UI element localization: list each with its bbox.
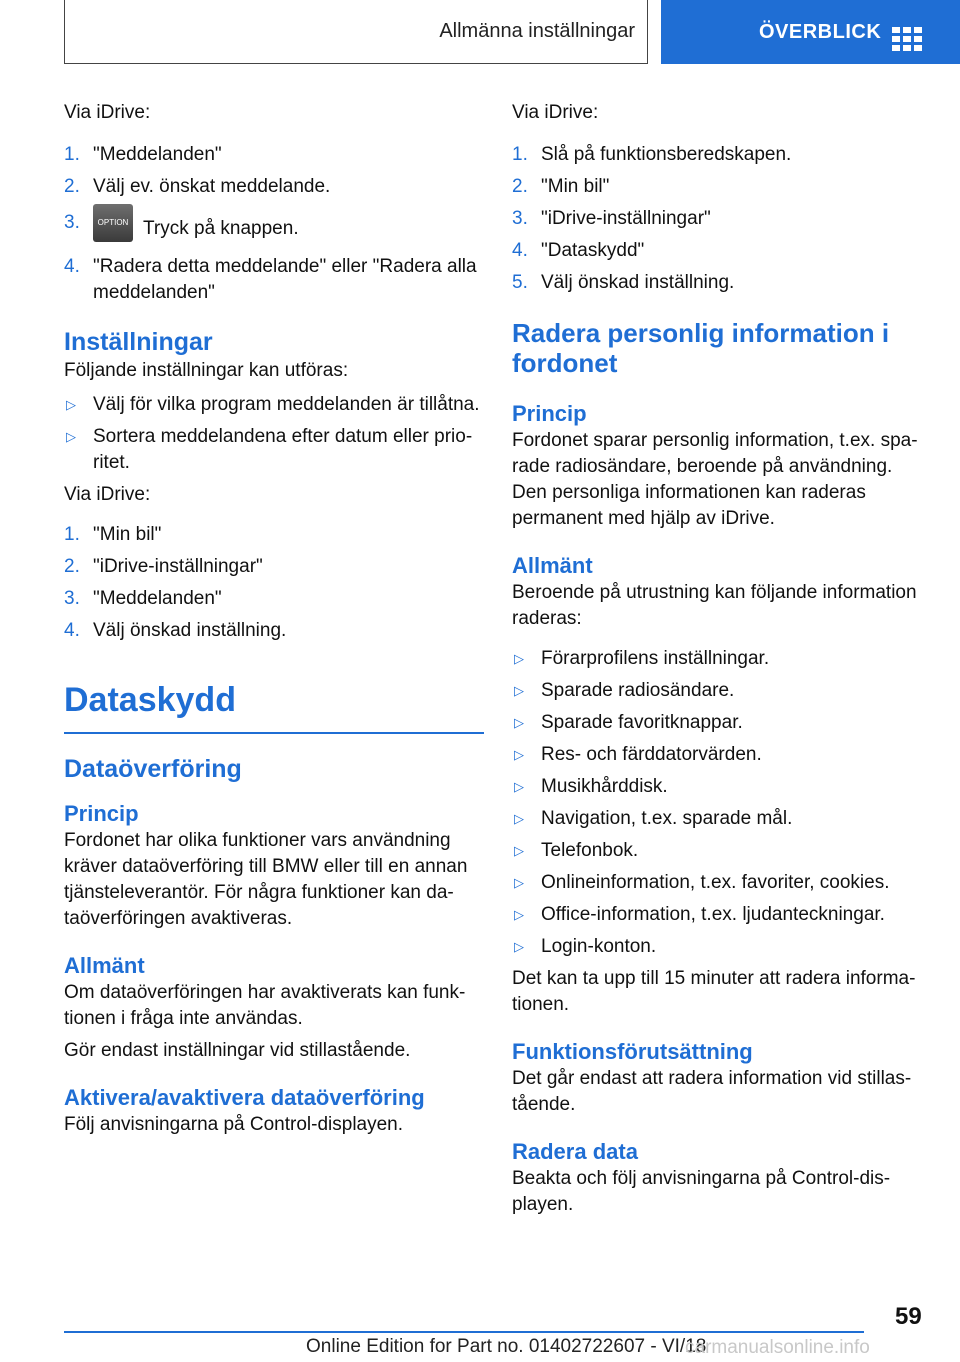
list-item: ▷ Välj för vilka program meddelanden är tillåtna. (66, 394, 480, 415)
via-idrive-label: Via iDrive: (512, 102, 599, 123)
list-item: ▷ Förarprofilens inställningar. (514, 648, 770, 669)
list-item: ▷ Sortera meddelandena efter datum eller prio-ritet. (66, 426, 473, 473)
steps-list (64, 142, 484, 306)
funktion-text: Det går endast att radera information vid stillas-tående. (512, 1068, 912, 1115)
list-item: 4. "Dataskydd" (512, 240, 645, 261)
list-item: ▷ Sparade radiosändare. (514, 680, 735, 701)
list-item: 1. Slå på funktionsberedskapen. (512, 144, 792, 165)
settings-bullets (64, 392, 484, 476)
heading-princip: Princip (64, 801, 139, 826)
list-item: ▷ Musikhårddisk. (514, 776, 668, 797)
list-item: 3. "Meddelanden" (64, 588, 222, 609)
list-item: ▷ Sparade favoritknappar. (514, 712, 743, 733)
list-item: 2. Välj ev. önskat meddelande. (64, 176, 331, 197)
list-item: 2. "iDrive-inställningar" (64, 556, 263, 577)
princip-text: Fordonet sparar personlig information, t.ex. spa-rade radiosändare, beroende på användning. Den personliga informationen kan raderas permanent med hjälp av iDrive. (512, 430, 918, 529)
list-item: 2. "Min bil" (512, 176, 610, 197)
steps-list (64, 522, 484, 644)
heading-allmant: Allmänt (512, 553, 593, 578)
list-item: 4. "Radera detta meddelande" eller "Radera alla meddelanden" (64, 256, 477, 303)
grid-icon[interactable] (892, 27, 922, 51)
list-item: 3. "iDrive-inställningar" (512, 208, 711, 229)
via-idrive-label: Via iDrive: (64, 484, 151, 505)
header-section-tab (64, 0, 648, 64)
heading-princip: Princip (512, 401, 587, 426)
heading-dataskydd: Dataskydd (64, 681, 236, 719)
list-item: ▷ Login-konton. (514, 936, 657, 957)
steps-list (512, 142, 932, 296)
list-item: 3. OPTION Tryck på knappen. (64, 210, 484, 248)
allmant-text: Gör endast inställningar vid stillastående. (64, 1040, 411, 1061)
heading-funktionsforutsattning: Funktionsförutsättning (512, 1039, 753, 1064)
right-column (512, 100, 932, 1218)
allmant-text: Om dataöverföringen har avaktiverats kan funk-tionen i fråga inte användas. (64, 982, 466, 1029)
overview-label: ÖVERBLICK (759, 20, 882, 43)
list-item: ▷ Telefonbok. (514, 840, 639, 861)
allmant-text: Beroende på utrustning kan följande information raderas: (512, 582, 917, 629)
list-item: 1. "Min bil" (64, 524, 162, 545)
heading-installningar: Inställningar (64, 328, 213, 356)
heading-dataoverforing: Dataöverföring (64, 755, 242, 783)
list-item: ▷ Navigation, t.ex. sparade mål. (514, 808, 793, 829)
radera-data-text: Beakta och följ anvisningarna på Control-dis-playen. (512, 1168, 891, 1215)
page-number: 59 (895, 1303, 922, 1330)
list-item: 5. Välj önskad inställning. (512, 272, 735, 293)
heading-radera-data: Radera data (512, 1139, 638, 1164)
via-idrive-label: Via iDrive: (64, 102, 151, 123)
list-item: ▷ Onlineinformation, t.ex. favoriter, cookies. (514, 872, 890, 893)
footer-edition: Online Edition for Part no. 01402722607 - VI/18 (306, 1336, 707, 1357)
list-item: ▷ Res- och färddatorvärden. (514, 744, 762, 765)
footer-rule (64, 1331, 864, 1333)
princip-text: Fordonet har olika funktioner vars användning kräver dataöverföring till BMW eller till en annan tjänsteleverantör. För några funktioner kan da-taöverföringen avaktiveras. (64, 830, 468, 929)
erasable-info-bullets (512, 646, 932, 960)
option-button-icon: OPTION (93, 204, 133, 242)
heading-allmant: Allmänt (64, 953, 145, 978)
watermark: carmanualsonline.info (685, 1337, 870, 1358)
list-item: 1. "Meddelanden" (64, 144, 222, 165)
left-column (64, 100, 484, 1138)
heading-aktivera: Aktivera/avaktivera dataöverföring (64, 1085, 425, 1110)
note-text: Det kan ta upp till 15 minuter att radera informa-tionen. (512, 968, 916, 1015)
list-item: 4. Välj önskad inställning. (64, 620, 287, 641)
installningar-intro: Följande inställningar kan utföras: (64, 360, 349, 381)
heading-radera-personlig: Radera personlig information i fordonet (512, 318, 890, 378)
list-item: ▷ Office-information, t.ex. ljudanteckningar. (514, 904, 885, 925)
section-title: Allmänna inställningar (439, 20, 635, 42)
aktivera-text: Följ anvisningarna på Control-displayen. (64, 1114, 404, 1135)
